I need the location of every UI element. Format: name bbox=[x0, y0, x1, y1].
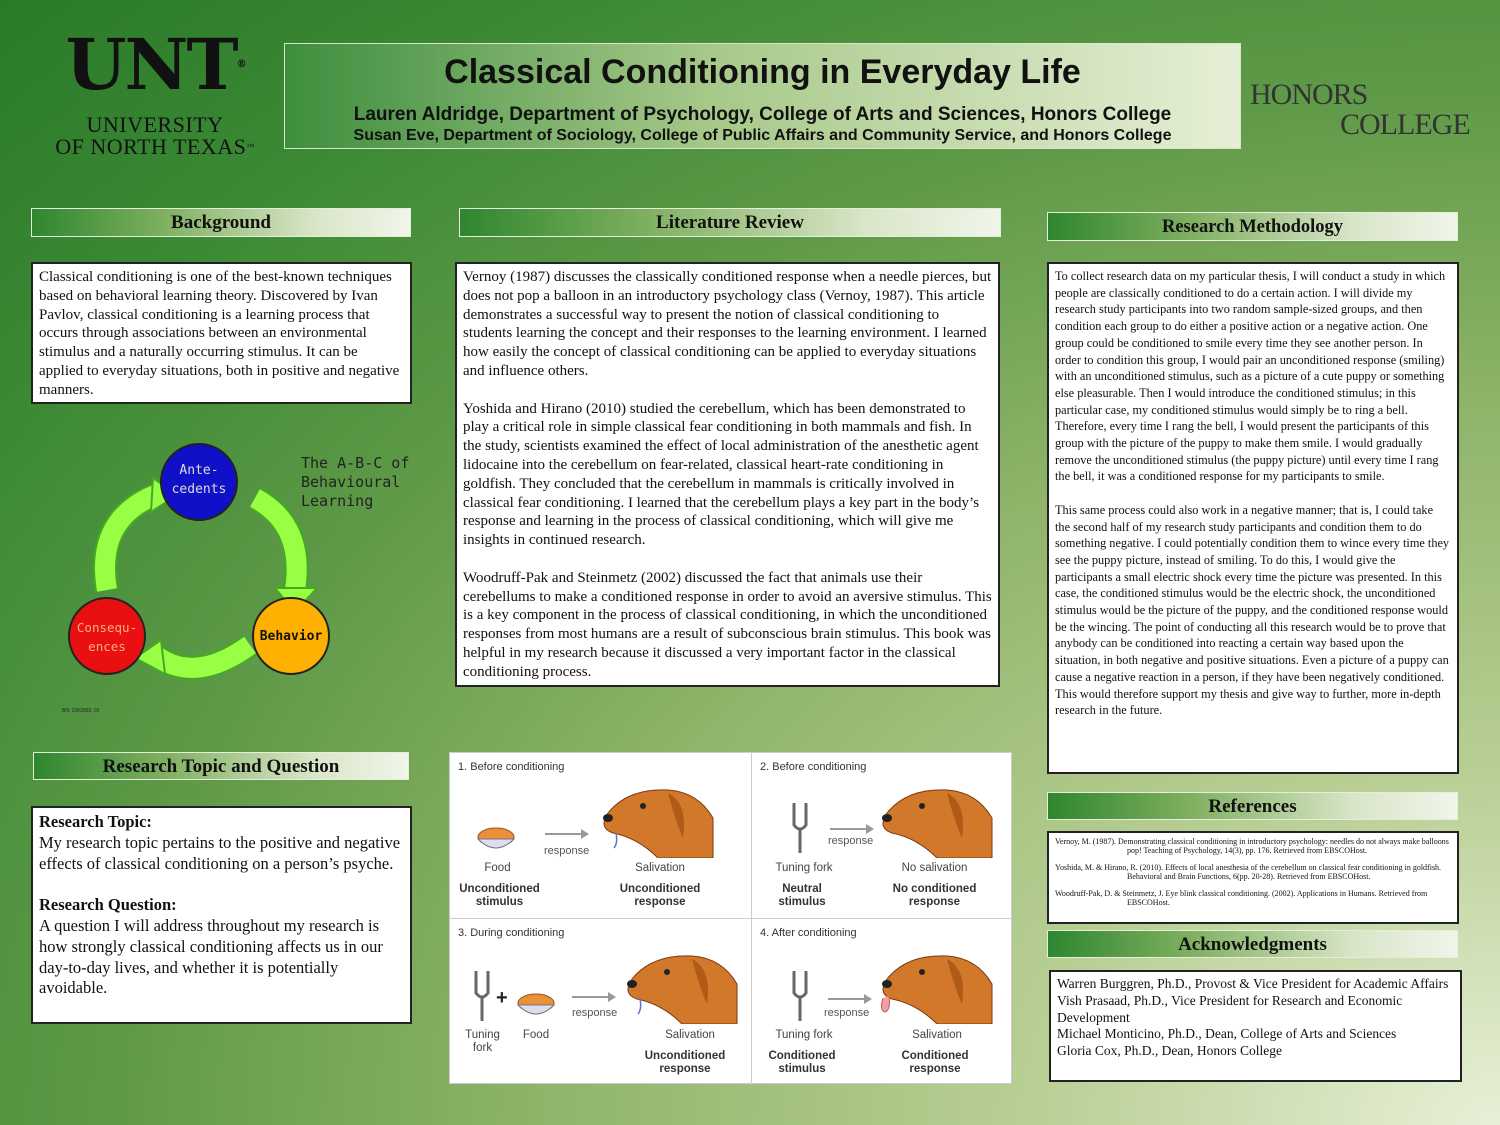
methodology-heading: Research Methodology bbox=[1047, 212, 1458, 241]
tuning-fork-icon-3 bbox=[790, 971, 810, 1021]
panel3-arrow bbox=[572, 991, 617, 1003]
panel4-title: 4. After conditioning bbox=[760, 927, 857, 939]
reference-3: Woodruff-Pak, D. & Steinmetz, J. Eye blink classical conditioning. (2002). Applications in Humans. Retrieved from EBSCOHost. bbox=[1055, 889, 1428, 907]
panel2-item-caption: Tuning fork bbox=[775, 862, 833, 874]
panel-after-conditioning bbox=[752, 919, 1032, 1084]
tuning-fork-icon-2 bbox=[472, 971, 492, 1021]
abc-title-3: Learning bbox=[301, 492, 374, 510]
literature-paragraph-2: Yoshida and Hirano (2010) studied the cerebellum, which has been demonstrated to play a critical role in simple classical fear conditioning in both mammals and fish. In the study, scientists examined the effect of local administration of the anesthetic agent lidocaine into the cerebellum on fear-related, classical heart-rate conditioning in goldfish. They concluded that the cerebellum in mammals is critically involved in classical fear conditioning. I learned that the cerebellum plays a key part in the body’s response and learning in the process of classical conditioning, which will give me insights in continued research. bbox=[463, 400, 980, 549]
abc-title-2: Behavioural bbox=[301, 473, 401, 491]
literature-review-heading: Literature Review bbox=[459, 208, 1001, 237]
panel3-item2-caption: Food bbox=[522, 1029, 550, 1041]
author-line-2: Susan Eve, Department of Sociology, College of Public Affairs and Community Service, and Honors College bbox=[353, 127, 1172, 144]
acknowledgments-box bbox=[1049, 970, 1462, 1082]
panel4-result-caption: Salivation bbox=[912, 1029, 962, 1041]
panel3-lab2-line2: response bbox=[659, 1063, 711, 1075]
behavior-label: Behavior bbox=[259, 629, 323, 644]
panel3-lab2-line1: Unconditioned bbox=[644, 1050, 726, 1062]
registered-mark: ® bbox=[236, 59, 245, 70]
panel1-item-caption: Food bbox=[484, 862, 511, 874]
panel3-item1-line1: Tuning bbox=[465, 1029, 500, 1041]
unt-logo bbox=[40, 23, 270, 160]
panel2-result-caption: No salivation bbox=[901, 862, 968, 874]
panel3-title: 3. During conditioning bbox=[458, 927, 565, 939]
panel-during-conditioning bbox=[450, 919, 730, 1084]
panel4-lab2-line1: Conditioned bbox=[901, 1050, 969, 1062]
background-heading: Background bbox=[31, 208, 411, 237]
unt-wordmark: UNT bbox=[65, 23, 237, 106]
panel1-title: 1. Before conditioning bbox=[458, 761, 565, 773]
panel1-arrow bbox=[545, 828, 590, 840]
research-topic-label: Research Topic: bbox=[39, 812, 152, 831]
methodology-paragraph-2: This same process could also work in a negative manner; that is, I could take the second half of my research study participants and condition them to do something negative. I could potentially condition them to wince every time they see the puppy picture, instead of smiling. To do this, I would give the participants a small electric shock every time the picture was presented. In this case, the conditioned stimulus would be the electric shock, the unconditioned stimulus would be the picture of the puppy, and the conditioned response would be the wincing. The point of conducting all this research would be to prove that anybody can be conditioned into reacting a certain way based upon the situation, in both negative and positive situations. Even a picture of a puppy can cause a negative reaction in a person, if they have been negatively conditioned. This would therefore support my thesis and give way to further, more in-depth research in the future. bbox=[1055, 502, 1450, 718]
antecedents-label-2: cedents bbox=[171, 482, 227, 497]
acknowledgment-4: Gloria Cox, Ph.D., Dean, Honors College bbox=[1057, 1043, 1282, 1059]
honors-line1: HONORS bbox=[1250, 78, 1368, 111]
consequences-circle bbox=[69, 598, 145, 674]
panel4-lab1-line1: Conditioned bbox=[768, 1050, 836, 1062]
trademark: ™ bbox=[246, 142, 255, 151]
panel2-title: 2. Before conditioning bbox=[760, 761, 867, 773]
panel1-result-caption: Salivation bbox=[635, 862, 685, 874]
arrow-c-to-a bbox=[105, 495, 155, 590]
poster-title-banner bbox=[284, 43, 1241, 149]
panel1-lab2-line2: response bbox=[634, 896, 686, 908]
abc-learning-diagram bbox=[55, 440, 425, 720]
plus-sign: + bbox=[496, 987, 508, 1009]
food-bowl-icon bbox=[474, 823, 519, 858]
research-topic-heading: Research Topic and Question bbox=[33, 752, 409, 780]
background-text: Classical conditioning is one of the best-known techniques based on behavioral learning theory. Discovered by Ivan Pavlov, classical conditioning is a learning process that occurs through associations between an environmental stimulus and a naturally occurring stimulus. It can be applied to everyday situations, both in positive and negative manners. bbox=[39, 269, 400, 398]
panel2-lab1-line1: Neutral bbox=[782, 883, 822, 895]
research-topic-text: My research topic pertains to the positive and negative effects of classical conditioning on a person’s psyche. bbox=[39, 832, 401, 873]
food-bowl-icon-2 bbox=[514, 989, 559, 1024]
methodology-box bbox=[1047, 262, 1459, 774]
acknowledgment-2: Vish Prasaad, Ph.D., Vice President for Research and Economic Development bbox=[1057, 992, 1403, 1025]
research-question-label: Research Question: bbox=[39, 895, 177, 915]
references-box bbox=[1047, 831, 1459, 924]
references-heading: References bbox=[1047, 792, 1458, 820]
panel1-lab1-line2: stimulus bbox=[475, 896, 524, 908]
panel3-result-caption: Salivation bbox=[665, 1029, 715, 1041]
acknowledgment-3: Michael Monticino, Ph.D., Dean, College of Arts and Sciences bbox=[1057, 1026, 1397, 1042]
honors-college-logo bbox=[1250, 78, 1470, 141]
acknowledgment-1: Warren Burggren, Ph.D., Provost & Vice President for Academic Affairs bbox=[1057, 976, 1449, 991]
dog-conditioned-salivating-icon bbox=[877, 944, 997, 1024]
research-question-text: A question I will address throughout my research is how strongly classical conditioning affects us in our day-to-day lives, and whether it is potentially avoidable. bbox=[39, 915, 383, 998]
dog-salivating-icon-2 bbox=[622, 944, 742, 1024]
panel4-lab2-line2: response bbox=[909, 1063, 961, 1075]
panel2-lab2-line1: No conditioned bbox=[892, 883, 977, 895]
honors-line2: COLLEGE bbox=[1340, 108, 1470, 141]
literature-review-box bbox=[455, 262, 1000, 687]
unt-line2: OF NORTH TEXAS bbox=[55, 134, 247, 159]
consequences-label-1: Consequ- bbox=[76, 620, 138, 635]
panel1-lab1-line1: Unconditioned bbox=[459, 883, 540, 895]
panel-before-conditioning-1 bbox=[450, 753, 730, 918]
panel3-response-label: response bbox=[572, 1007, 618, 1019]
antecedents-label-1: Ante- bbox=[179, 463, 219, 478]
pavlov-conditioning-figure bbox=[449, 752, 1012, 1084]
dog-no-salivation-icon bbox=[877, 778, 997, 858]
panel4-arrow bbox=[828, 993, 873, 1005]
tuning-fork-icon bbox=[790, 803, 810, 853]
panel4-response-label: response bbox=[824, 1007, 870, 1019]
acknowledgments-heading: Acknowledgments bbox=[1047, 930, 1458, 958]
panel3-item1-line2: fork bbox=[472, 1042, 493, 1054]
unt-line1: UNIVERSITY bbox=[86, 112, 224, 137]
literature-paragraph-1: Vernoy (1987) discusses the classically conditioned response when a needle pierces, but does not pop a balloon in an introductory psychology class (Vernoy, 1987). This article demonstrates a successful way to present the notion of classical conditioning to students learning the concept and their responses to the learning environment. I learned how easily the concept of classical conditioning can be applied to everyday situations and influence others. bbox=[463, 269, 992, 379]
abc-title-1: The A-B-C of bbox=[301, 454, 410, 472]
research-topic-box bbox=[31, 806, 412, 1024]
panel2-arrow bbox=[830, 823, 875, 835]
author-line-1: Lauren Aldridge, Department of Psychology, College of Arts and Sciences, Honors College bbox=[353, 104, 1172, 125]
panel4-item-caption: Tuning fork bbox=[775, 1029, 833, 1041]
reference-1: Vernoy, M. (1987). Demonstrating classical conditioning in introductory psychology: needles do not always make balloons pop! Teaching of Psychology, 14(3), pp. 176. Retrieved from EBSCOHost. bbox=[1055, 837, 1449, 855]
consequences-label-2: ences bbox=[88, 639, 126, 654]
panel2-response-label: response bbox=[828, 835, 874, 847]
background-box bbox=[31, 262, 412, 404]
methodology-paragraph-1: To collect research data on my particular thesis, I will conduct a study in which people are classically conditioned to do a certain action. I will divide my research study participants into two random sample-sized groups, and then condition each group to do either a positive action or a negative action. One group could be conditioned to smile every time they see another person. In order to condition this group, I would pair an unconditioned response (smiling) with an unconditioned stimulus, such as a picture of a cute puppy or something else pleasurable. Then I would introduce the conditioned stimulus; in this particular case, my conditioned stimulus would simply be to ring a bell. Therefore, every time I rang the bell, I would present the participants of this group with the picture of the puppy to make them smile. I would gradually remove the unconditioned stimulus (the puppy picture) until every time I rang the bell, it was a conditioned response for my participants to smile. bbox=[1055, 269, 1446, 484]
panel2-lab2-line2: response bbox=[908, 896, 961, 908]
panel4-lab1-line2: stimulus bbox=[778, 1063, 826, 1075]
dog-salivating-icon bbox=[598, 778, 718, 858]
abc-footnote: BN. 2/9/2003. 01 bbox=[62, 708, 100, 714]
panel2-lab1-line2: stimulus bbox=[778, 896, 826, 908]
reference-2: Yoshida, M. & Hirano, R. (2010). Effects of local anesthesia of the cerebellum on classical fear conditioning in goldfish. Behavioral and Brain Functions, 6(pp. 20-28). Retrieved from EBSCOHost. bbox=[1055, 863, 1442, 881]
panel1-response-label: response bbox=[544, 845, 590, 857]
literature-paragraph-3: Woodruff-Pak and Steinmetz (2002) discussed the fact that animals use their cerebellums to make a conditioned response in order to avoid an aversive stimulus. This is a key component in the process of classical conditioning, in which the unconditioned responses from most humans are a result of subconscious brain stimulus. This book was helpful in my research because it discussed a very important factor in the classical conditioning process. bbox=[463, 569, 992, 680]
panel-before-conditioning-2 bbox=[752, 753, 1032, 918]
panel1-lab2-line1: Unconditioned bbox=[619, 883, 701, 895]
poster-title: Classical Conditioning in Everyday Life bbox=[444, 53, 1081, 91]
